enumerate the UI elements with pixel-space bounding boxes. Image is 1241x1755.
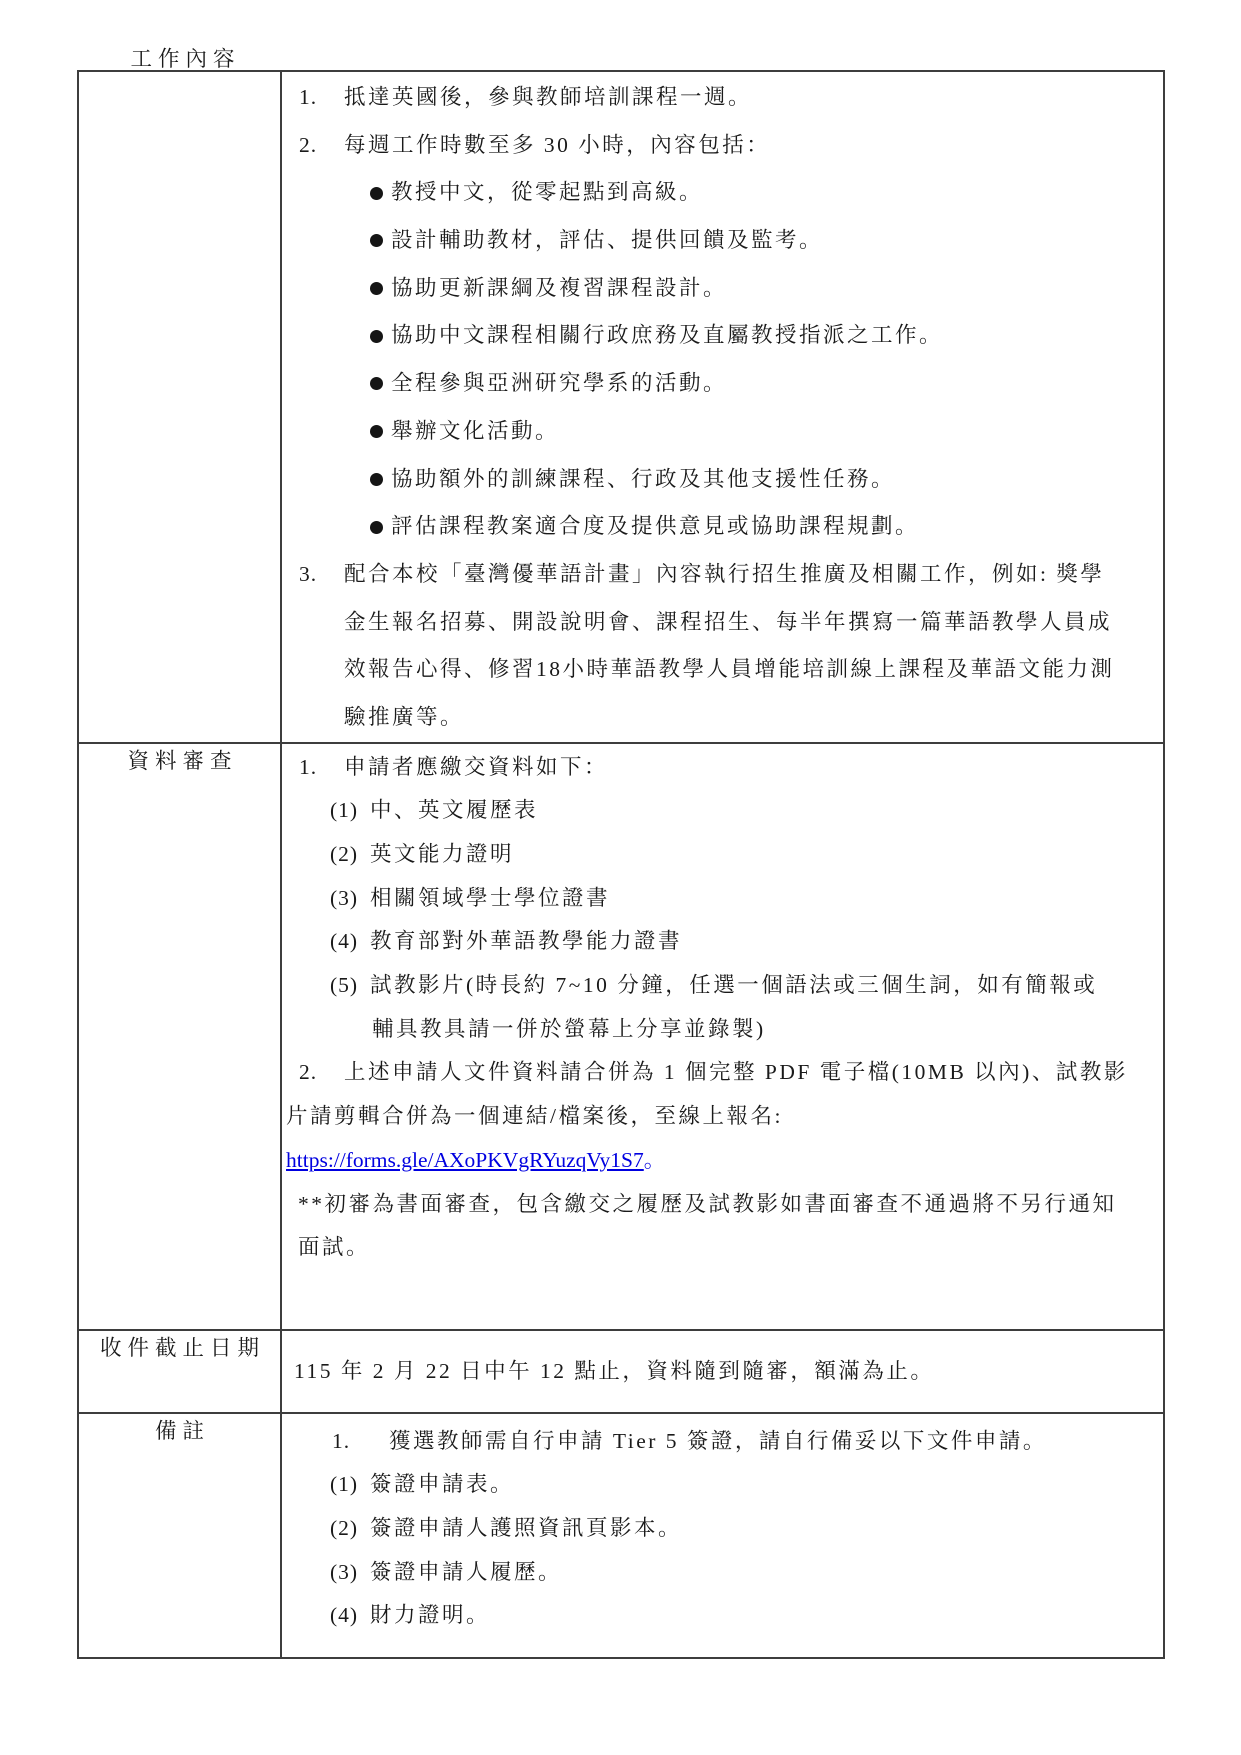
row-content-remarks (281, 1413, 1164, 1658)
content-line (282, 312, 1163, 360)
line-text: 教育部對外華語教學能力證書 (370, 929, 683, 954)
content-line (282, 408, 1163, 456)
list-marker: 1. (332, 1428, 351, 1453)
row-label-work-content (78, 47, 281, 743)
table-row-deadline (78, 1330, 1164, 1413)
content-line (282, 503, 1163, 551)
list-marker: (3) (330, 885, 359, 910)
list-marker: (4) (330, 1603, 359, 1628)
table-row-remarks (78, 1413, 1164, 1658)
line-text: **初審為書面審查，包含繳交之履歷及試教影如書面審查不通過將不另行通知 (298, 1191, 1117, 1216)
content-line (282, 551, 1163, 599)
content-line (282, 694, 1163, 742)
content-line (282, 1183, 1163, 1227)
line-text: 教授中文，從零起點到高級。 (391, 180, 704, 205)
content-line (282, 1463, 1163, 1507)
application-form-link[interactable]: https://forms.gle/AXoPKVgRYuzqVy1S7 (286, 1147, 644, 1172)
info-table (77, 47, 1165, 1659)
line-text: 上述申請人文件資料請合併為 1 個完整 PDF 電子檔(10MB 以內)、試教影 (344, 1060, 1128, 1085)
row-label-text: 資料審查 (127, 748, 238, 773)
line-text: 115 年 2 月 22 日中午 12 點止，資料隨到隨審，額滿為止。 (294, 1359, 935, 1384)
list-marker: (2) (330, 1516, 359, 1540)
row-label-text: 工作內容 (130, 47, 241, 71)
content-line (282, 789, 1163, 833)
line-text: 面試。 (298, 1235, 371, 1260)
content-line (282, 920, 1163, 964)
content-line (282, 1594, 1163, 1638)
line-text: 全程參與亞洲研究學系的活動。 (391, 371, 728, 396)
list-marker: (5) (330, 973, 359, 998)
content-line (282, 1356, 1163, 1386)
row-content-deadline (281, 1330, 1164, 1413)
content-line (282, 169, 1163, 217)
content-line (282, 265, 1163, 313)
line-text: 獲選教師需自行申請 Tier 5 簽證，請自行備妥以下文件申請。 (389, 1428, 1047, 1453)
content-line (282, 456, 1163, 504)
line-text: 試教影片(時長約 7~10 分鐘，任選一個語法或三個生詞，如有簡報或 (370, 973, 1098, 998)
link-suffix-punctuation: 。 (643, 1147, 668, 1172)
line-text: 財力證明。 (370, 1603, 491, 1628)
line-text: 驗推廣等。 (344, 704, 465, 729)
content-line (282, 74, 1163, 122)
row-label-text: 收件截止日期 (99, 1335, 265, 1360)
line-text: 抵達英國後，參與教師培訓課程一週。 (344, 85, 753, 109)
list-marker: 1. (299, 85, 318, 109)
content-line (282, 1226, 1163, 1270)
line-text: 申請者應繳交資料如下： (344, 754, 609, 779)
line-text: 簽證申請人履歷。 (370, 1559, 563, 1584)
line-text: 效報告心得、修習18小時華語教學人員增能培訓線上課程及華語文能力測 (344, 657, 1115, 682)
row-label-deadline (78, 1330, 281, 1413)
line-text: 設計輔助教材，評估、提供回饋及監考。 (391, 228, 824, 253)
row-label-text: 備註 (154, 1418, 210, 1443)
content-line (282, 833, 1163, 877)
bullet-icon (370, 282, 383, 295)
line-text: 金生報名招募、開設說明會、課程招生、每半年撰寫一篇華語教學人員成 (344, 609, 1113, 634)
content-line (282, 217, 1163, 265)
list-marker: 2. (299, 1060, 318, 1085)
list-marker: (3) (330, 1559, 359, 1584)
content-line (282, 122, 1163, 170)
content-line (282, 1095, 1163, 1139)
list-marker: (4) (330, 929, 359, 954)
info-table-body (78, 47, 1164, 1658)
list-marker: (1) (330, 798, 359, 823)
bullet-icon (370, 234, 383, 247)
bullet-icon (370, 377, 383, 390)
line-text: 片請剪輯合併為一個連結/檔案後，至線上報名: (286, 1104, 783, 1129)
content-line (282, 746, 1163, 790)
content-line (282, 1551, 1163, 1595)
list-marker: 3. (299, 561, 318, 586)
line-text: 協助額外的訓練課程、行政及其他支援性任務。 (391, 466, 896, 491)
line-text: 配合本校「臺灣優華語計畫」內容執行招生推廣及相關工作，例如: 獎學 (344, 561, 1105, 586)
list-marker: (1) (330, 1472, 359, 1497)
content-line (282, 964, 1163, 1008)
list-marker: (2) (330, 842, 359, 866)
line-text: 中、英文履歷表 (370, 798, 539, 823)
row-label-remarks (78, 1413, 281, 1658)
bullet-icon (370, 330, 383, 343)
line-text: 輔具教具請一併於螢幕上分享並錄製) (372, 1016, 766, 1041)
list-marker: 1. (299, 754, 318, 779)
row-content-document-review (281, 743, 1164, 1330)
line-text: 簽證申請人護照資訊頁影本。 (370, 1516, 683, 1540)
content-line (282, 360, 1163, 408)
content-line (282, 1420, 1163, 1464)
content-line (282, 1507, 1163, 1551)
line-text: 協助更新課綱及複習課程設計。 (391, 275, 728, 300)
line-text: 協助中文課程相關行政庶務及直屬教授指派之工作。 (391, 323, 944, 348)
line-text: 評估課程教案適合度及提供意見或協助課程規劃。 (391, 514, 920, 539)
list-marker: 2. (299, 132, 318, 157)
line-text: 英文能力證明 (370, 842, 515, 866)
content-line (282, 646, 1163, 694)
bullet-icon (370, 425, 383, 438)
line-text: 舉辦文化活動。 (391, 418, 560, 443)
line-text: 每週工作時數至多 30 小時，內容包括： (344, 132, 771, 157)
table-row-document-review (78, 743, 1164, 1330)
bullet-icon (370, 187, 383, 200)
bullet-icon (370, 473, 383, 486)
content-line (282, 1008, 1163, 1052)
content-line (282, 1051, 1163, 1095)
row-content-work-content (281, 71, 1164, 743)
bullet-icon (370, 521, 383, 534)
content-line (282, 1139, 1163, 1183)
line-text: 簽證申請表。 (370, 1472, 515, 1497)
line-text: 相關領域學士學位證書 (370, 885, 611, 910)
content-line (282, 877, 1163, 921)
table-row-work-content (78, 71, 1164, 743)
row-label-document-review (78, 743, 281, 1330)
content-line (282, 599, 1163, 647)
